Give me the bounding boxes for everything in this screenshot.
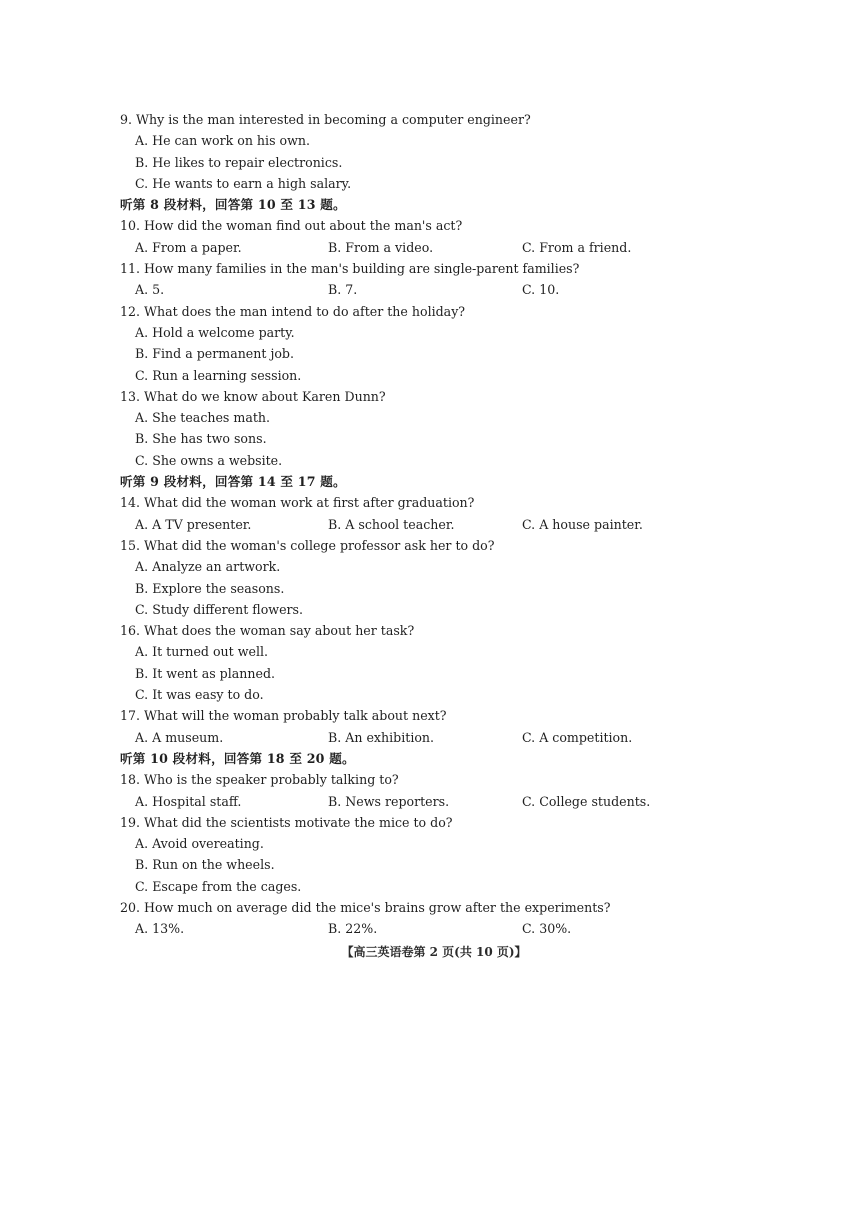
option-text: C. 30%. — [522, 921, 572, 937]
option-row — [120, 237, 760, 258]
question-text: 11. How many families in the man's building are single-parent families? — [120, 261, 580, 277]
option-text: B. 7. — [328, 282, 358, 298]
option-text: A. She teaches math. — [135, 410, 271, 426]
option-text: A. A museum. — [135, 729, 224, 745]
option-text: A. A TV presenter. — [135, 516, 252, 532]
option-text: A. It turned out well. — [135, 644, 269, 660]
question-text: 18. Who is the speaker probably talking to? — [120, 772, 399, 788]
question-text: 15. What did the woman's college professor ask her to do? — [120, 537, 495, 553]
option-text: B. News reporters. — [328, 793, 450, 809]
option-text: A. Hospital staff. — [135, 793, 242, 809]
question-text: 13. What do we know about Karen Dunn? — [120, 388, 386, 404]
option-text: B. She has two sons. — [135, 431, 267, 447]
option-text: C. She owns a website. — [135, 452, 283, 468]
option-text: A. Analyze an artwork. — [135, 559, 281, 575]
section-heading: 听第 8 段材料，回答第 10 至 13 题。 — [120, 197, 346, 213]
option-text: B. A school teacher. — [328, 516, 455, 532]
question-text: 19. What did the scientists motivate the mice to do? — [120, 814, 453, 830]
option-text: B. From a video. — [328, 239, 434, 255]
option-text: A. 13%. — [135, 921, 185, 937]
option-text: C. Run a learning session. — [135, 367, 302, 383]
option-row — [120, 791, 760, 812]
page-footer: 【高三英语卷第 2 页(共 10 页)】 — [341, 945, 527, 959]
option-text: A. 5. — [135, 282, 165, 298]
option-text: B. Explore the seasons. — [135, 580, 285, 596]
option-row — [120, 514, 760, 535]
question-list — [120, 109, 760, 940]
option-text: C. College students. — [522, 793, 651, 809]
section-heading: 听第 10 段材料，回答第 18 至 20 题。 — [120, 750, 355, 766]
question-text: 17. What will the woman probably talk about next? — [120, 708, 447, 724]
option-text: C. He wants to earn a high salary. — [135, 175, 352, 191]
section-heading: 听第 9 段材料，回答第 14 至 17 题。 — [120, 474, 346, 490]
option-text: C. A competition. — [522, 729, 633, 745]
option-text: C. It was easy to do. — [135, 687, 264, 703]
option-text: A. Hold a welcome party. — [135, 324, 295, 340]
option-text: C. A house painter. — [522, 516, 643, 532]
option-row — [120, 727, 760, 748]
option-text: B. He likes to repair electronics. — [135, 154, 343, 170]
option-text: B. An exhibition. — [328, 729, 435, 745]
option-text: B. 22%. — [328, 921, 378, 937]
question-text: 14. What did the woman work at first after graduation? — [120, 495, 475, 511]
option-text: A. From a paper. — [135, 239, 242, 255]
option-row — [120, 279, 760, 300]
option-text: C. Escape from the cages. — [135, 878, 302, 894]
option-text: B. Run on the wheels. — [135, 857, 275, 873]
option-text: A. Avoid overeating. — [135, 836, 264, 852]
option-text: C. From a friend. — [522, 239, 632, 255]
option-text: C. Study different flowers. — [135, 601, 304, 617]
question-text: 12. What does the man intend to do after the holiday? — [120, 303, 466, 319]
option-text: A. He can work on his own. — [135, 133, 311, 149]
question-text: 16. What does the woman say about her task? — [120, 623, 415, 639]
option-text: C. 10. — [522, 282, 560, 298]
question-text: 20. How much on average did the mice's brains grow after the experiments? — [120, 899, 611, 915]
option-text: B. Find a permanent job. — [135, 346, 294, 362]
option-row — [120, 918, 760, 939]
option-text: B. It went as planned. — [135, 665, 276, 681]
question-text: 10. How did the woman find out about the man's act? — [120, 218, 463, 234]
question-text: 9. Why is the man interested in becoming a computer engineer? — [120, 112, 531, 127]
